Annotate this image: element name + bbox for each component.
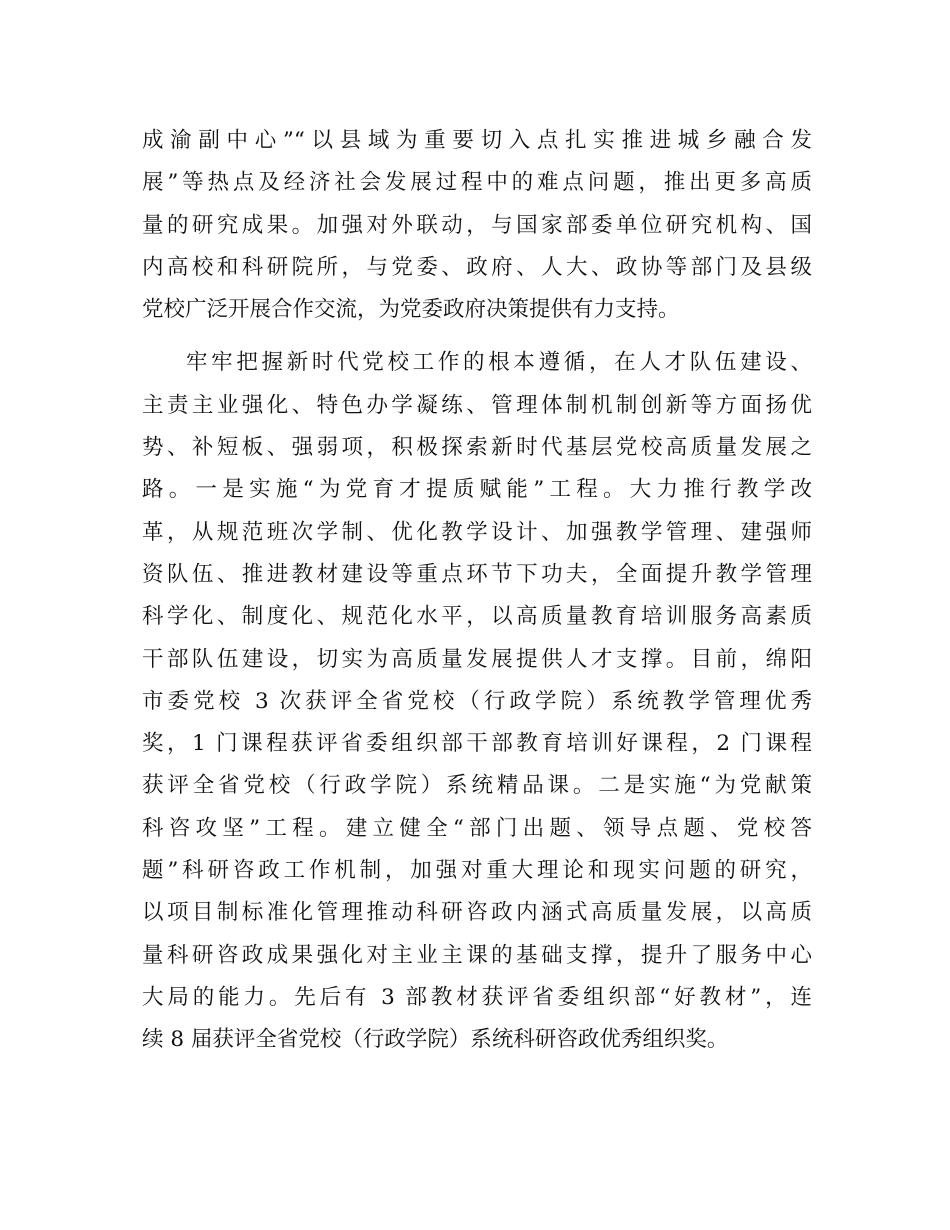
paragraph-spacer [142, 331, 812, 342]
paragraph-line: 科咨攻坚”工程。建立健全“部门出题、领导点题、党校答 [142, 815, 812, 841]
paragraph-line: 牢牢把握新时代党校工作的根本遵循，在人才队伍建设、 [186, 350, 812, 376]
paragraph-line: 势、补短板、强弱项，积极探索新时代基层党校高质量发展之 [142, 435, 812, 461]
paragraph-line: 获评全省党校（行政学院）系统精品课。二是实施“为党献策 [142, 773, 812, 799]
paragraph-line: 主责主业强化、特色办学凝练、管理体制机制创新等方面扬优 [142, 392, 812, 418]
paragraph-line: 内高校和科研院所，与党委、政府、人大、政协等部门及县级 [142, 254, 812, 280]
paragraph-line: 量的研究成果。加强对外联动，与国家部委单位研究机构、国 [142, 212, 812, 238]
paragraph-line: 以项目制标准化管理推动科研咨政内涵式高质量发展，以高质 [142, 900, 812, 926]
paragraph-line: 量科研咨政成果强化对主业主课的基础支撑，提升了服务中心 [142, 942, 812, 968]
paragraph-line: 成渝副中心”“以县域为重要切入点扎实推进城乡融合发 [142, 128, 812, 153]
document-body [142, 120, 812, 1062]
paragraph-line: 路。一是实施“为党育才提质赋能”工程。大力推行教学改 [142, 477, 812, 503]
paragraph-2 [142, 342, 812, 1061]
paragraph-line: 干部队伍建设，切实为高质量发展提供人才支撑。目前，绵阳 [142, 646, 812, 672]
paragraph-line: 大局的能力。先后有 3 部教材获评省委组织部“好教材”，连 [142, 984, 812, 1010]
paragraph-line: 革，从规范班次学制、优化教学设计、加强教学管理、建强师 [142, 519, 812, 545]
paragraph-line: 续 8 届获评全省党校（行政学院）系统科研咨政优秀组织奖。 [142, 1027, 729, 1053]
paragraph-line: 党校广泛开展合作交流，为党委政府决策提供有力支持。 [142, 297, 680, 323]
paragraph-1 [142, 120, 812, 331]
paragraph-line: 展”等热点及经济社会发展过程中的难点问题，推出更多高质 [142, 170, 812, 196]
paragraph-line: 科学化、制度化、规范化水平，以高质量教育培训服务高素质 [142, 604, 812, 630]
paragraph-line: 资队伍、推进教材建设等重点环节下功夫，全面提升教学管理 [142, 561, 812, 587]
paragraph-line: 市委党校 3 次获评全省党校（行政学院）系统教学管理优秀 [142, 688, 812, 714]
paragraph-line: 题”科研咨政工作机制，加强对重大理论和现实问题的研究， [142, 858, 812, 884]
paragraph-line: 奖，1 门课程获评省委组织部干部教育培训好课程，2 门课程 [142, 731, 812, 757]
